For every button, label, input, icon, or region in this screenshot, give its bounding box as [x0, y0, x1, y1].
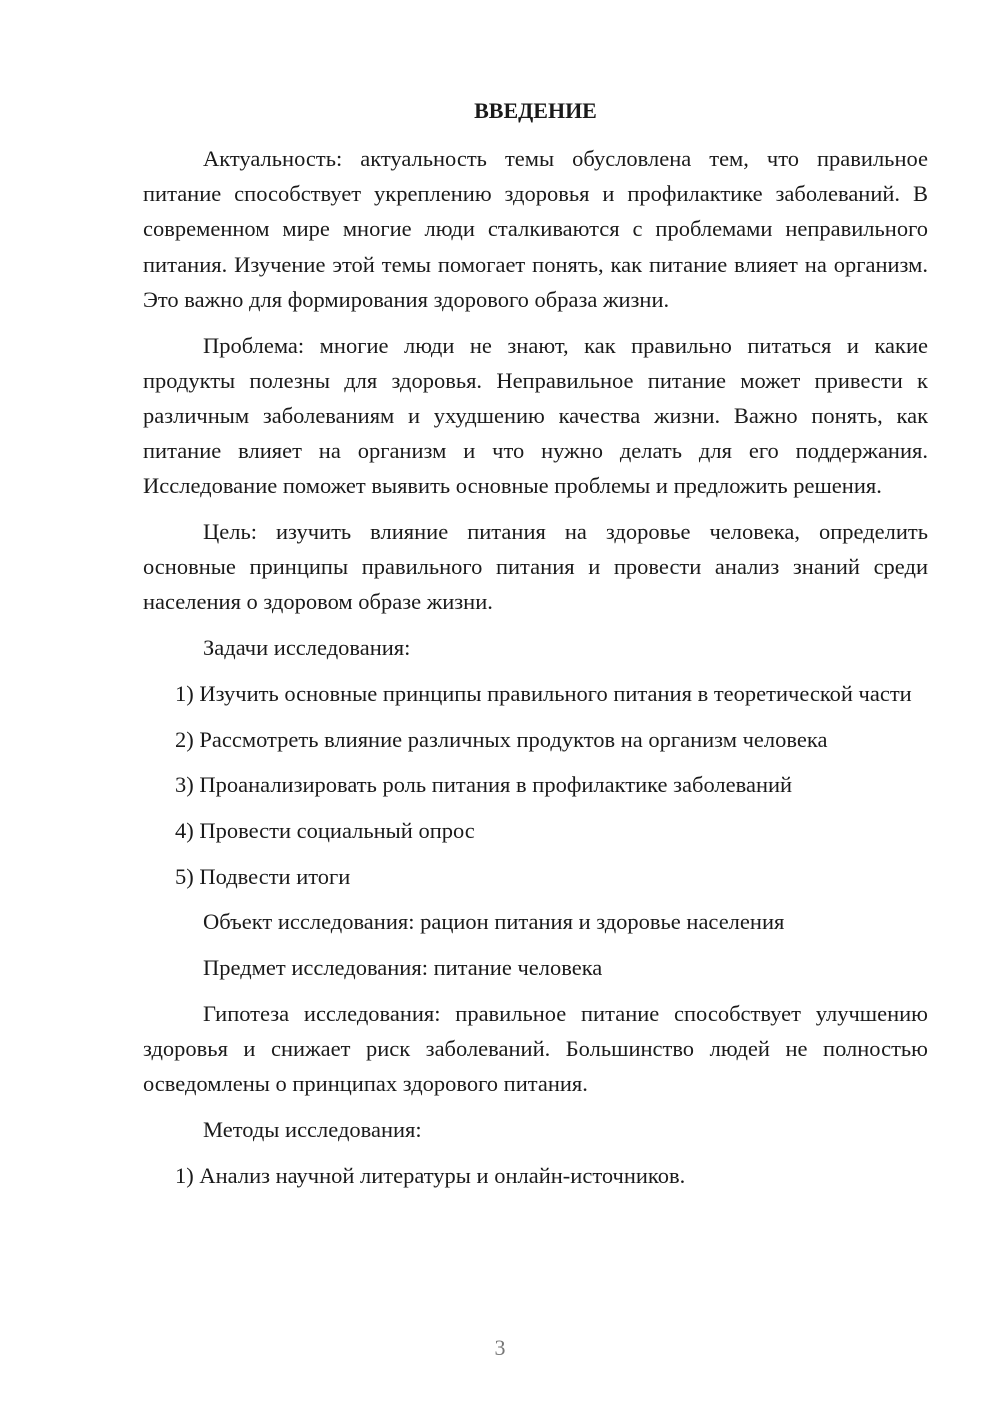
methods-heading: Методы исследования: [203, 1116, 422, 1142]
task-item-5: 5) Подвести итоги [175, 863, 351, 889]
method-item-1: 1) Анализ научной литературы и онлайн-источников. [175, 1162, 686, 1188]
task-item-2: 2) Рассмотреть влияние различных продуктов на организм человека [175, 726, 828, 752]
tasks-heading: Задачи исследования: [203, 635, 411, 661]
problem-paragraph: Проблема: многие люди не знают, как правильно питаться и какие продукты полезны для здоровья. Неправильное питание может привести к различным заболеваниям и ухудшению качества жизни. Важно понять, как питание влияет на организм и что нужно делать для его поддержания. Исследование поможет выявить основные проблемы и предложить решения. [143, 332, 928, 499]
hypothesis-paragraph: Гипотеза исследования: правильное питание способствует улучшению здоровья и снижает риск заболеваний. Большинство людей не полностью осведомлены о принципах здорового питания. [143, 1000, 928, 1097]
task-item-3: 3) Проанализировать роль питания в профилактике заболеваний [175, 772, 793, 798]
task-item-1: 1) Изучить основные принципы правильного питания в теоретической части [175, 680, 912, 706]
research-subject: Предмет исследования: питание человека [203, 955, 603, 981]
section-title: ВВЕДЕНИЕ [474, 98, 597, 123]
page-number: 3 [494, 1335, 506, 1360]
goal-paragraph: Цель: изучить влияние питания на здоровье человека, определить основные принципы правильного питания и провести анализ знаний среди населения о здоровом образе жизни. [143, 519, 928, 615]
research-object: Объект исследования: рацион питания и здоровье населения [203, 909, 785, 935]
relevance-paragraph: Актуальность: актуальность темы обусловлена тем, что правильное питание способствует укреплению здоровья и профилактике заболеваний. В современном мире многие люди сталкиваются с проблемами неправильного питания. Изучение этой темы помогает понять, как питание влияет на организм. Это важно для формирования здорового образа жизни. [143, 146, 928, 312]
task-item-4: 4) Провести социальный опрос [175, 817, 475, 843]
page-content [143, 95, 928, 1203]
